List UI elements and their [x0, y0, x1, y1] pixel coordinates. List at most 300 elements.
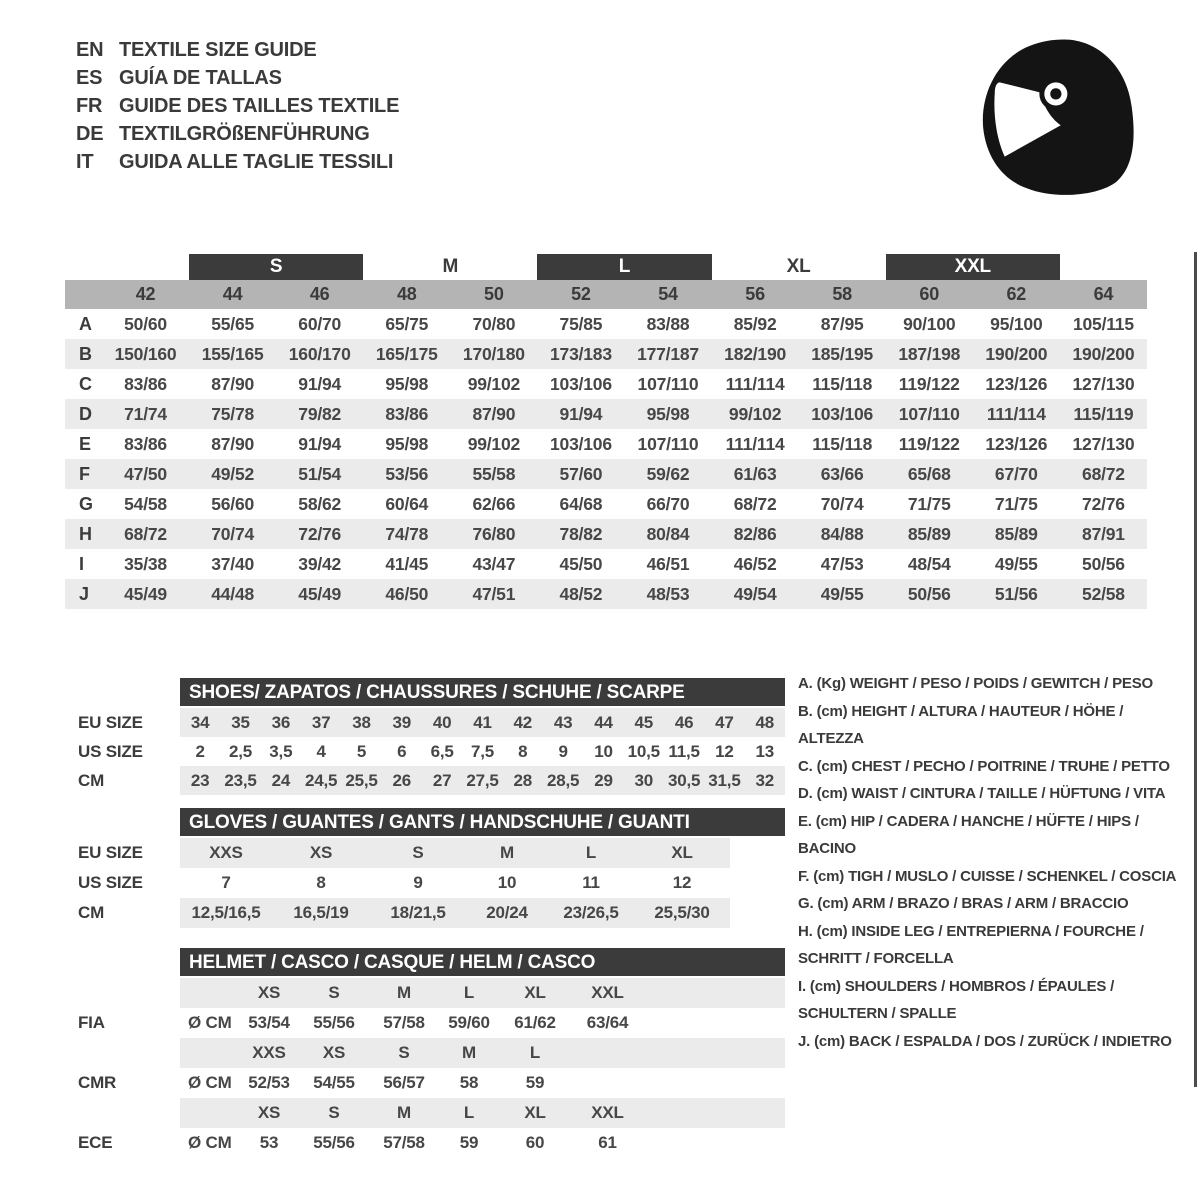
legend-item: H. (cm) INSIDE LEG / ENTREPIERNA / FOURCHE / SCHRITT / FORCELLA	[798, 922, 1144, 967]
shoes-cell: 8	[518, 741, 528, 761]
language-title-list	[76, 36, 399, 176]
measure-value: 84/88	[820, 523, 864, 544]
language-code: FR	[76, 95, 103, 117]
legend-item: C. (cm) CHEST / PECHO / POITRINE / TRUHE / PETTO	[798, 757, 1170, 775]
measure-value: 165/175	[375, 343, 438, 364]
shoes-cell: 11,5	[668, 741, 700, 761]
measure-value: 187/198	[898, 343, 961, 364]
measure-value: 115/118	[812, 373, 873, 394]
gloves-row	[180, 898, 785, 928]
spacer-cell	[645, 1068, 785, 1098]
shoes-cell: 37	[311, 712, 331, 732]
row-label: EU SIZE	[78, 713, 143, 732]
measure-key: H	[79, 523, 92, 544]
gloves-cell: XL	[671, 843, 693, 862]
helmet-size: L	[463, 983, 475, 1002]
measure-key: C	[79, 373, 92, 394]
helmet-value: 57/58	[383, 1013, 425, 1032]
shoes-cell: 6,5	[430, 741, 454, 761]
gloves-cell: 12	[672, 873, 692, 892]
measure-value: 46/51	[646, 553, 690, 574]
helmet-size: L	[463, 1103, 475, 1122]
measure-value: 49/54	[733, 583, 777, 604]
measure-value: 46/50	[385, 583, 429, 604]
gloves-cell: S	[412, 843, 424, 862]
measure-value: 61/63	[733, 463, 777, 484]
size-number: 46	[276, 280, 363, 309]
measure-value: 74/78	[385, 523, 429, 544]
shoes-cell: 42	[513, 712, 533, 732]
language-row	[76, 148, 399, 176]
language-code: DE	[76, 123, 104, 145]
measure-value: 48/52	[559, 583, 603, 604]
helmet-value: 56/57	[383, 1073, 425, 1092]
measure-value: 83/86	[124, 373, 167, 394]
gloves-cell: 18/21,5	[390, 903, 446, 922]
measure-row	[65, 579, 1147, 609]
size-number: 48	[363, 280, 450, 309]
measure-value: 53/56	[385, 463, 429, 484]
measure-value: 177/187	[637, 343, 699, 364]
helmet-value-row	[180, 1068, 785, 1098]
measure-row	[65, 399, 1147, 429]
helmet-value: 55/56	[313, 1013, 355, 1032]
spacer-cell	[645, 1038, 785, 1068]
language-code: EN	[76, 39, 104, 61]
shoes-cell: 30	[634, 770, 654, 790]
helmet-size: M	[397, 1103, 411, 1122]
measure-value: 62/66	[472, 493, 516, 514]
measure-row	[65, 339, 1147, 369]
measure-value: 60/64	[385, 493, 429, 514]
gloves-row	[180, 868, 785, 898]
measure-value: 65/75	[385, 313, 429, 334]
measure-row	[65, 429, 1147, 459]
measure-row	[65, 309, 1147, 339]
measure-value: 35/38	[124, 553, 167, 574]
gloves-cell: 12,5/16,5	[191, 903, 261, 922]
size-number: 52	[537, 280, 624, 309]
measure-value: 65/68	[907, 463, 951, 484]
language-code: IT	[76, 151, 94, 173]
shoes-cell: 41	[473, 712, 492, 732]
gloves-size-table	[180, 838, 785, 928]
measure-key: D	[79, 403, 92, 424]
helmet-value-row	[180, 1008, 785, 1038]
measure-value: 75/78	[211, 403, 255, 424]
helmet-size: XS	[257, 983, 281, 1002]
standard-label: CMR	[78, 1073, 117, 1092]
shoes-cell: 32	[755, 770, 775, 790]
measure-value: 71/75	[994, 493, 1038, 514]
measure-value: 103/106	[811, 403, 874, 424]
measure-value: 115/119	[1073, 403, 1134, 424]
size-number: 42	[102, 280, 189, 309]
measure-value: 78/82	[559, 523, 603, 544]
measure-value: 47/51	[472, 583, 516, 604]
spacer-cell	[180, 978, 240, 1008]
measure-value: 56/60	[211, 493, 255, 514]
measure-key: E	[79, 433, 91, 454]
size-number: 60	[886, 280, 973, 309]
spacer-cell	[65, 254, 189, 280]
shoes-cell: 10	[594, 741, 613, 761]
page-edge-line	[1194, 252, 1197, 1087]
measure-value: 170/180	[462, 343, 525, 364]
measure-value: 99/102	[467, 373, 521, 394]
measure-row	[65, 489, 1147, 519]
shoes-cell: 40	[432, 712, 452, 732]
measure-row	[65, 459, 1147, 489]
measure-value: 68/72	[1082, 463, 1125, 484]
gloves-cell: 7	[221, 873, 231, 892]
shoes-cell: 38	[352, 712, 371, 732]
measure-value: 83/88	[646, 313, 690, 334]
shoes-cell: 34	[190, 712, 210, 732]
spacer-cell	[180, 1098, 240, 1128]
shoes-row	[180, 737, 785, 766]
helmet-size: XXL	[591, 983, 624, 1002]
size-number: 62	[973, 280, 1060, 309]
size-number-row	[65, 280, 1147, 309]
shoes-cell: 35	[231, 712, 250, 732]
gloves-cell: 8	[316, 873, 326, 892]
measure-value: 70/74	[820, 493, 864, 514]
measure-value: 66/70	[646, 493, 690, 514]
helmet-value	[570, 1068, 645, 1098]
measure-value: 51/54	[298, 463, 342, 484]
helmet-section-title: HELMET / CASCO / CASQUE / HELM / CASCO	[180, 948, 785, 976]
shoes-size-table	[180, 708, 785, 795]
shoes-cell: 30,5	[667, 770, 701, 790]
measure-value: 48/54	[907, 553, 951, 574]
measure-value: 87/90	[211, 433, 255, 454]
measure-value: 49/55	[820, 583, 864, 604]
size-number: 44	[189, 280, 276, 309]
measure-value: 70/80	[472, 313, 516, 334]
racing-helmet-icon	[975, 33, 1140, 206]
language-row	[76, 36, 399, 64]
size-group-m: M	[442, 256, 459, 277]
measure-value: 119/122	[898, 433, 960, 454]
language-row	[76, 92, 399, 120]
helmet-size-section	[65, 948, 785, 1158]
spacer-cell	[645, 978, 785, 1008]
measure-value: 41/45	[385, 553, 429, 574]
helmet-value: 60	[525, 1133, 545, 1152]
measure-value: 64/68	[559, 493, 603, 514]
measure-value: 87/91	[1082, 523, 1125, 544]
gloves-cell: 25,5/30	[654, 903, 710, 922]
measure-value: 75/85	[559, 313, 603, 334]
measure-value: 111/114	[725, 373, 785, 394]
measure-value: 50/56	[1082, 553, 1125, 574]
measure-value: 99/102	[728, 403, 782, 424]
row-label: CM	[78, 903, 105, 922]
measure-value: 57/60	[559, 463, 603, 484]
row-label: US SIZE	[78, 742, 143, 761]
measure-value: 60/70	[298, 313, 342, 334]
measure-value: 85/89	[907, 523, 951, 544]
size-number: 50	[450, 280, 537, 309]
measure-key: J	[79, 583, 89, 604]
legend-item: I. (cm) SHOULDERS / HOMBROS / ÉPAULES / SCHULTERN / SPALLE	[798, 977, 1115, 1022]
shoes-cell: 48	[755, 712, 775, 732]
gloves-cell: M	[500, 843, 514, 862]
helmet-value: 57/58	[383, 1133, 425, 1152]
measure-value: 45/49	[298, 583, 342, 604]
gloves-row	[180, 838, 785, 868]
gloves-cell: L	[585, 843, 597, 862]
measure-value: 55/58	[472, 463, 516, 484]
measure-value: 37/40	[211, 553, 255, 574]
legend-item: B. (cm) HEIGHT / ALTURA / HAUTEUR / HÖHE / ALTEZZA	[798, 702, 1124, 747]
helmet-value: 54/55	[313, 1073, 355, 1092]
helmet-value: 59/60	[448, 1013, 490, 1032]
measure-value: 123/126	[985, 373, 1048, 394]
measure-value: 182/190	[724, 343, 787, 364]
gloves-cell: 11	[582, 873, 600, 892]
guide-title: GUÍA DE TALLAS	[119, 67, 282, 89]
shoes-cell: 6	[397, 741, 407, 761]
helmet-value: 58	[459, 1073, 479, 1092]
helmet-size: XXS	[252, 1043, 286, 1062]
measure-value: 49/55	[994, 553, 1038, 574]
diameter-unit-label: Ø CM	[188, 1073, 232, 1092]
size-number: 56	[712, 280, 799, 309]
shoes-cell: 9	[558, 741, 568, 761]
legend-item: F. (cm) TIGH / MUSLO / CUISSE / SCHENKEL / COSCIA	[798, 867, 1177, 885]
measure-value: 160/170	[288, 343, 351, 364]
measure-value: 103/106	[550, 433, 612, 454]
measure-value: 111/114	[725, 433, 785, 454]
measure-value: 71/74	[124, 403, 167, 424]
helmet-size: S	[398, 1043, 410, 1062]
gloves-cell: XS	[309, 843, 333, 862]
language-row	[76, 120, 399, 148]
standard-label: ECE	[78, 1133, 113, 1152]
shoes-cell: 46	[674, 712, 694, 732]
shoes-cell: 31,5	[708, 770, 741, 790]
shoes-row	[180, 708, 785, 737]
measure-value: 91/94	[298, 433, 342, 454]
measure-value: 46/52	[733, 553, 777, 574]
measure-row	[65, 369, 1147, 399]
measure-value: 95/98	[646, 403, 690, 424]
shoes-size-section	[65, 678, 785, 795]
measure-value: 85/92	[733, 313, 777, 334]
measure-value: 99/102	[467, 433, 521, 454]
size-number: 64	[1060, 280, 1147, 309]
helmet-size-row	[180, 978, 785, 1008]
helmet-size: M	[397, 983, 411, 1002]
shoes-cell: 36	[271, 712, 291, 732]
helmet-size: XS	[257, 1103, 281, 1122]
diameter-unit-label: Ø CM	[188, 1013, 232, 1032]
measure-value: 43/47	[472, 553, 516, 574]
helmet-value: 59	[459, 1133, 479, 1152]
measure-key: B	[79, 343, 92, 364]
measure-value: 85/89	[994, 523, 1038, 544]
shoes-cell: 23,5	[224, 770, 257, 790]
gloves-cell: 20/24	[486, 903, 528, 922]
language-row	[76, 64, 399, 92]
measure-value: 190/200	[985, 343, 1048, 364]
helmet-size: XL	[524, 983, 546, 1002]
measure-row	[65, 549, 1147, 579]
shoes-cell: 28,5	[546, 770, 580, 790]
shoes-cell: 28	[513, 770, 533, 790]
measure-value: 87/95	[820, 313, 864, 334]
measure-value: 119/122	[898, 373, 960, 394]
row-label: US SIZE	[78, 873, 143, 892]
shoes-cell: 47	[715, 712, 734, 732]
measure-value: 173/183	[550, 343, 612, 364]
measure-value: 80/84	[646, 523, 690, 544]
measure-value: 59/62	[646, 463, 690, 484]
measure-value: 58/62	[298, 493, 342, 514]
measure-value: 95/100	[990, 313, 1043, 334]
measure-value: 83/86	[124, 433, 167, 454]
measure-value: 111/114	[986, 403, 1046, 424]
measure-value: 127/130	[1072, 373, 1135, 394]
measure-value: 103/106	[550, 373, 612, 394]
measure-value: 72/76	[298, 523, 342, 544]
measure-value: 71/75	[907, 493, 951, 514]
legend-item: A. (Kg) WEIGHT / PESO / POIDS / GEWITCH / PESO	[798, 675, 1153, 692]
helmet-size	[570, 1038, 645, 1068]
size-group-row	[65, 254, 1147, 280]
measure-value: 55/65	[211, 313, 255, 334]
measure-value: 47/50	[124, 463, 167, 484]
guide-title: TEXTILE SIZE GUIDE	[119, 39, 317, 61]
helmet-value: 53	[259, 1133, 279, 1152]
shoes-cell: 45	[634, 712, 654, 732]
measure-value: 107/110	[898, 403, 960, 424]
measure-value: 155/165	[201, 343, 264, 364]
gloves-cell: 10	[497, 873, 517, 892]
shoes-cell: 7,5	[470, 741, 494, 761]
measure-value: 90/100	[903, 313, 956, 334]
measure-value: 47/53	[820, 553, 864, 574]
diameter-unit-label: Ø CM	[188, 1133, 232, 1152]
measure-value: 91/94	[559, 403, 603, 424]
measure-value: 52/58	[1082, 583, 1125, 604]
spacer-cell	[645, 1008, 785, 1038]
measure-key: A	[79, 313, 92, 334]
measure-value: 190/200	[1072, 343, 1135, 364]
helmet-size: XS	[322, 1043, 346, 1062]
measure-row	[65, 519, 1147, 549]
row-label: CM	[78, 771, 105, 790]
size-group-xxl: XXL	[886, 254, 1060, 280]
measure-value: 115/118	[812, 433, 873, 454]
guide-title: GUIDE DES TAILLES TEXTILE	[119, 95, 400, 117]
standard-label: FIA	[78, 1013, 105, 1032]
size-number: 54	[624, 280, 711, 309]
spacer-cell	[645, 1128, 785, 1158]
measure-value: 107/110	[637, 373, 699, 394]
spacer-cell	[645, 1098, 785, 1128]
shoes-cell: 10,5	[627, 741, 660, 761]
helmet-value: 53/54	[248, 1013, 290, 1032]
measure-value: 87/90	[472, 403, 516, 424]
measure-value: 68/72	[733, 493, 777, 514]
helmet-size: S	[328, 983, 340, 1002]
shoes-section-title: SHOES/ ZAPATOS / CHAUSSURES / SCHUHE / SCARPE	[180, 678, 785, 706]
guide-title: TEXTILGRÖßENFÜHRUNG	[119, 123, 370, 145]
measure-key: I	[79, 553, 84, 574]
legend-item: G. (cm) ARM / BRAZO / BRAS / ARM / BRACCIO	[798, 895, 1129, 912]
measure-value: 95/98	[385, 373, 429, 394]
shoes-cell: 24,5	[305, 770, 338, 790]
helmet-size: M	[462, 1043, 476, 1062]
gloves-section-title: GLOVES / GUANTES / GANTS / HANDSCHUHE / GUANTI	[180, 808, 785, 836]
measure-value: 87/90	[211, 373, 255, 394]
size-group-s: S	[189, 254, 363, 280]
size-number: 58	[799, 280, 886, 309]
gloves-cell: 16,5/19	[293, 903, 349, 922]
shoes-cell: 4	[316, 741, 326, 761]
measure-value: 68/72	[124, 523, 167, 544]
helmet-value: 63/64	[586, 1013, 629, 1032]
helmet-size: S	[328, 1103, 340, 1122]
measure-key: F	[79, 463, 90, 484]
measure-value: 76/80	[472, 523, 516, 544]
legend-item: E. (cm) HIP / CADERA / HANCHE / HÜFTE / HIPS / BACINO	[798, 812, 1139, 857]
helmet-value: 61/62	[514, 1013, 556, 1032]
measure-value: 83/86	[385, 403, 429, 424]
shoes-cell: 5	[356, 741, 367, 761]
shoes-cell: 26	[392, 770, 412, 790]
row-label: EU SIZE	[78, 843, 143, 862]
size-group-l: L	[537, 254, 711, 280]
measure-value: 48/53	[646, 583, 690, 604]
helmet-size: L	[529, 1043, 541, 1062]
helmet-size: XXL	[591, 1103, 624, 1122]
measure-value: 45/49	[124, 583, 167, 604]
shoes-cell: 3,5	[269, 741, 293, 761]
gloves-cell: 9	[413, 873, 423, 892]
gloves-cell: XXS	[209, 843, 243, 862]
measure-value: 123/126	[985, 433, 1048, 454]
helmet-size-table	[180, 978, 785, 1158]
textile-size-table	[65, 254, 1147, 609]
measure-value: 39/42	[298, 553, 342, 574]
measure-value: 67/70	[994, 463, 1038, 484]
spacer-cell	[180, 1038, 240, 1068]
shoes-cell: 12	[715, 741, 734, 761]
measure-value: 127/130	[1072, 433, 1135, 454]
measure-value: 70/74	[211, 523, 255, 544]
measure-value: 107/110	[637, 433, 699, 454]
measure-value: 45/50	[559, 553, 603, 574]
shoes-cell: 24	[271, 770, 291, 790]
measure-value: 185/195	[811, 343, 874, 364]
guide-title: GUIDA ALLE TAGLIE TESSILI	[119, 151, 394, 173]
helmet-value-row	[180, 1128, 785, 1158]
shoes-cell: 39	[392, 712, 412, 732]
shoes-cell: 27,5	[466, 770, 499, 790]
helmet-value: 59	[525, 1073, 545, 1092]
gloves-size-section	[65, 808, 785, 928]
helmet-size-row	[180, 1098, 785, 1128]
shoes-cell: 2,5	[228, 741, 253, 761]
helmet-size: XL	[524, 1103, 546, 1122]
measure-value: 50/60	[124, 313, 167, 334]
gloves-cell: 23/26,5	[563, 903, 619, 922]
measure-value: 150/160	[114, 343, 177, 364]
